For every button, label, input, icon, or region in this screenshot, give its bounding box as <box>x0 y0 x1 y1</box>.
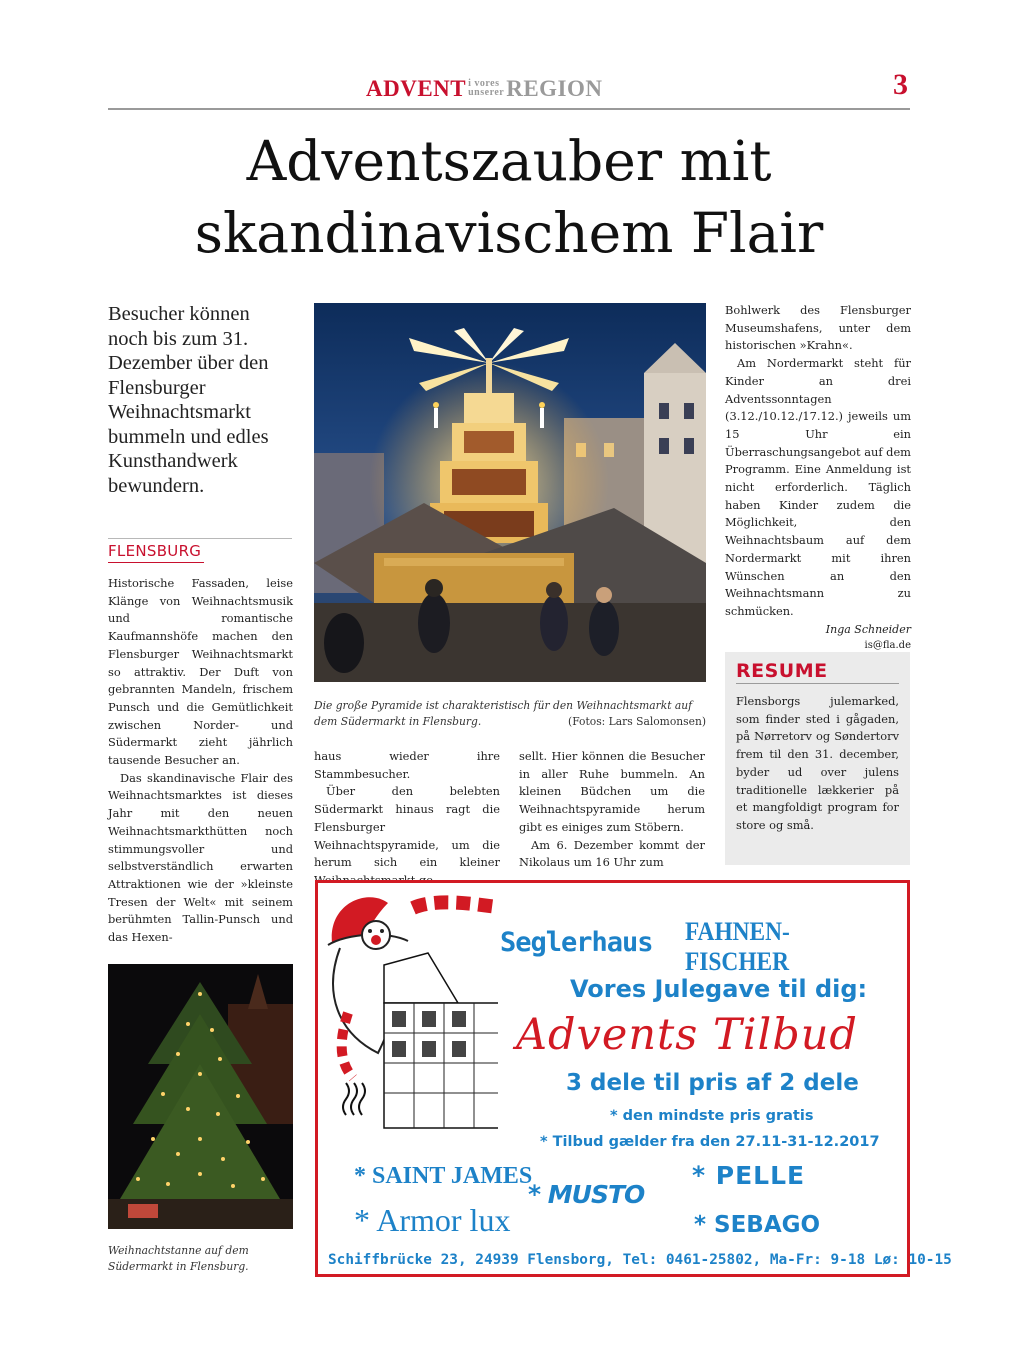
brand-saint-james: * SAINT JAMES <box>354 1163 533 1189</box>
ad-tagline: Vores Julegave til dig: <box>570 975 868 1003</box>
section-kicker <box>366 76 603 102</box>
author-email: is@fla.de <box>864 639 911 651</box>
section-header <box>108 68 910 110</box>
santa-illustration <box>318 883 498 1133</box>
tree-caption: Weihnachtstanne auf dem Südermarkt in Flensburg. <box>108 1244 249 1273</box>
article-headline: Adventszauber mit skandinavischem Flair <box>194 129 824 265</box>
photo-credit: (Fotos: Lars Salomonsen) <box>568 715 706 728</box>
location-label <box>108 538 292 563</box>
article-column-1 <box>108 575 293 947</box>
location-text: FLENSBURG <box>108 542 202 560</box>
kicker-advent: ADVENT <box>366 76 467 101</box>
paragraph: Am Nordermarkt steht für Kinder an drei Adventssonntagen (3.12./10.12./17.12.) jeweils um 15 Uhr ein Überraschungsangebot auf dem Programm. Eine Anmeldung ist nicht erforderlich. Täglich haben Kinder zudem die Möglichkeit, den Weihnachtsbaum auf dem Nordermarkt mit ihren Wünschen an den Weihnachtsmann zu schmücken. <box>725 356 911 618</box>
article-lead: Besucher können noch bis zum 31. Dezember über den Flensburger Weihnachtsmarkt bummeln und edles Kunsthandwerk bewundern. <box>108 303 269 497</box>
brand-musto: * MUSTO <box>528 1180 645 1209</box>
location-rule <box>108 562 204 563</box>
store-name-fahnen-fischer: FAHNEN-FISCHER <box>685 917 790 976</box>
page-number: 3 <box>893 68 908 101</box>
advertisement <box>315 880 952 1277</box>
ad-deal: 3 dele til pris af 2 dele <box>566 1070 859 1096</box>
paragraph: Am 6. Dezember kommt der Nikolaus um 16 Uhr zum <box>519 837 705 870</box>
paragraph: sellt. Hier können die Besucher in aller Ruhe bummeln. An kleinen Büdchen um die Weihnachtspyramide herum gibt es einiges zum Stöbern. <box>519 749 705 834</box>
paragraph: Über den belebten Südermarkt hinaus ragt die Flensburger Weihnachtspyramide, um die herum sich ein kleiner <box>314 784 500 870</box>
pyramid-photo <box>314 303 706 682</box>
paragraph: Bohlwerk des Flensburger Museumshafens, unter dem historischen »Krahn«. <box>725 303 911 353</box>
resume-title: RESUME <box>736 660 899 684</box>
ad-address: Schiffbrücke 23, 24939 Flensborg, Tel: 0461-25802, Ma-Fr: 9-18 Lø: 10-15 <box>328 1252 952 1268</box>
brand-pelle: * PELLE <box>692 1161 806 1190</box>
store-name-seglerhaus: Seglerhaus <box>500 927 653 958</box>
article-column-2 <box>314 748 500 890</box>
resume-text: Flensborgs julemarked, som finder sted i gågaden, på Nørretorv og Søndertorv frem til den 31. december, byder ud over julens traditionelle lækkerier på et mangfoldigt program for store og små. <box>736 694 899 832</box>
kicker-small: i vores unserer <box>468 78 505 98</box>
ad-note-1: * den mindste pris gratis <box>610 1108 814 1124</box>
christmas-tree-photo <box>108 964 293 1229</box>
ad-offer: Advents Tilbud <box>516 1010 858 1060</box>
article-column-3 <box>519 748 705 872</box>
paragraph: Historische Fassaden, leise Klänge von Weihnachtsmusik und romantische Kaufmannshöfe machen den Flensburger Weihnachtsmarkt so attraktiv. Der Duft von gebrannten Mandeln, frischem Punsch und die Gemütlichkeit zwischen Norder- und Südermarkt zieht jährlich tausende Besucher an. <box>108 576 293 768</box>
ad-note-2: * Tilbud gælder fra den 27.11-31-12.2017 <box>540 1134 880 1150</box>
pyramid-caption <box>314 698 706 730</box>
paragraph: Das skandinavische Flair des Weihnachtsmarktes ist dieses Jahr mit den neuen Weihnachtsmarkthütten noch stimmungsvoller und selbstverständlich erwarten Attraktionen wie der »kleinste Tresen der Welt« mit seinem berühmten Tallin-Punsch und das Hexen- <box>108 770 293 945</box>
paragraph: haus wieder ihre Stammbesucher. <box>314 749 500 781</box>
kicker-region: REGION <box>506 76 603 101</box>
resume-box <box>725 652 910 865</box>
brand-armor-lux: * Armor lux <box>354 1202 511 1238</box>
author-name: Inga Schneider <box>825 622 911 636</box>
article-column-4 <box>725 302 911 654</box>
caption-text: Die große Pyramide ist charakteristisch für den Weihnachtsmarkt auf dem Südermarkt in Flensburg. <box>314 699 693 728</box>
brand-sebago: * SEBAGO <box>694 1212 821 1238</box>
